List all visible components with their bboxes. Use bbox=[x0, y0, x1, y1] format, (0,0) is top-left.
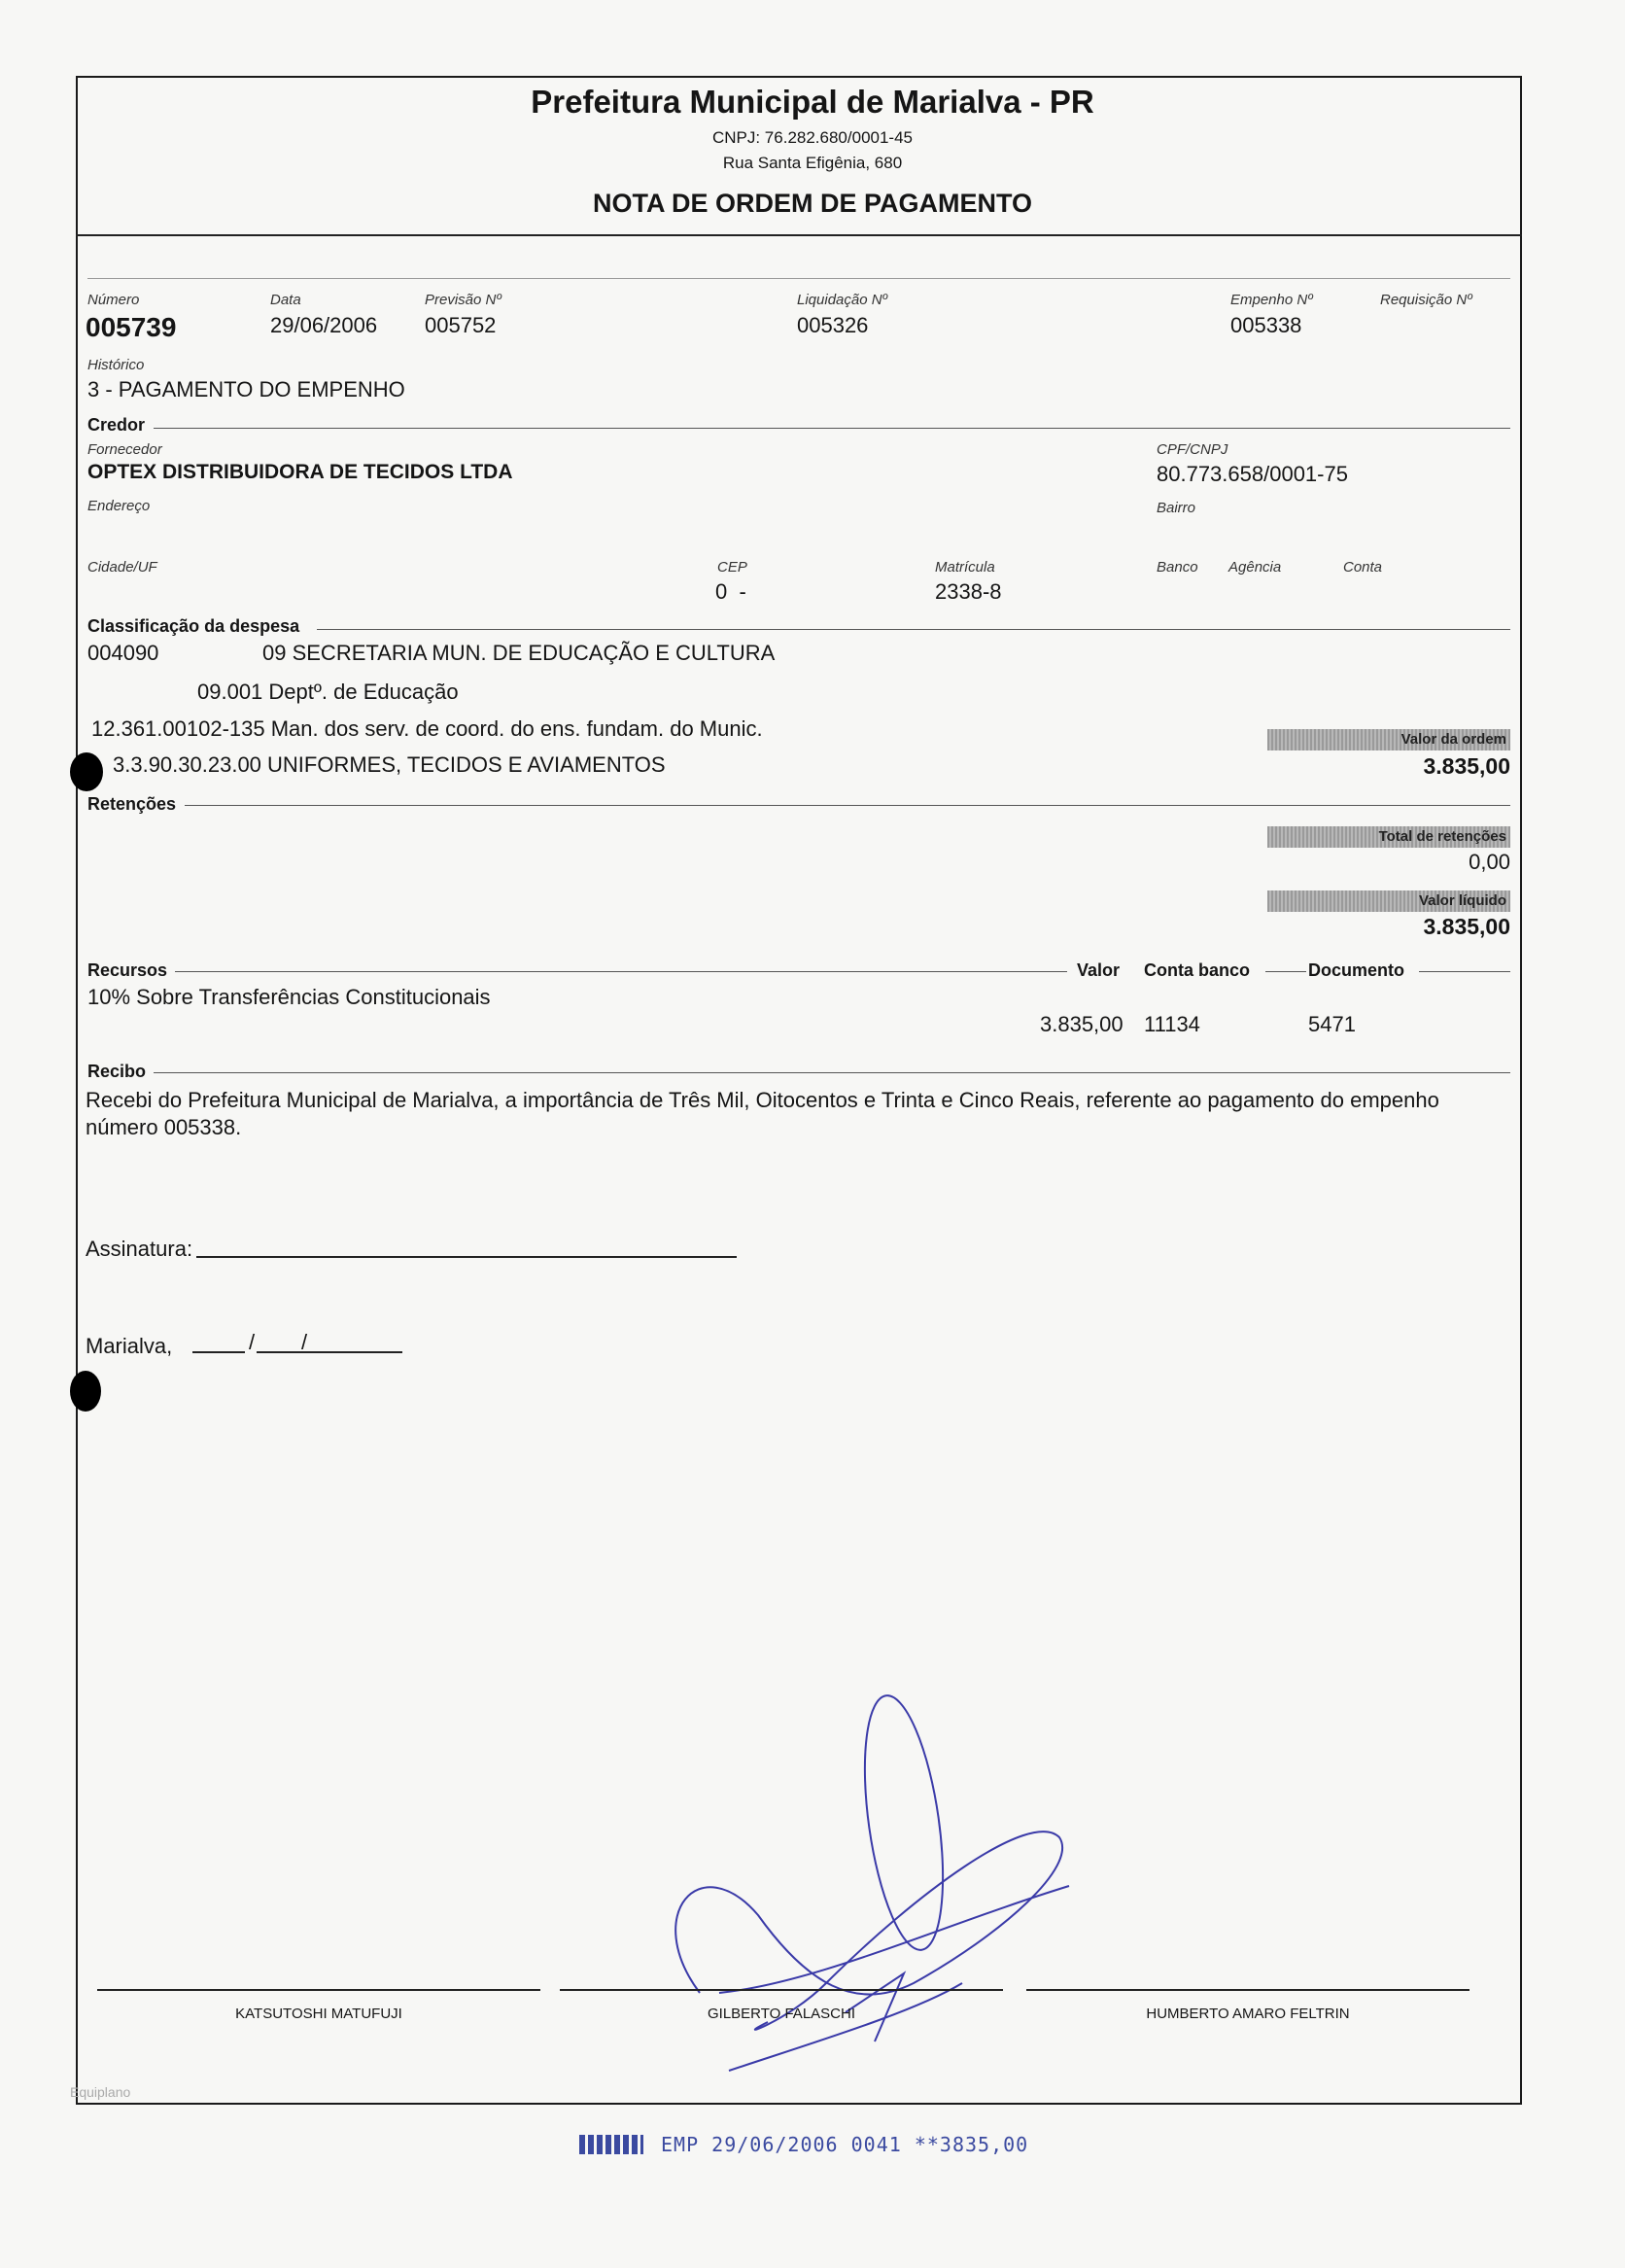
agencia-label: Agência bbox=[1228, 559, 1282, 576]
data-value: 29/06/2006 bbox=[270, 313, 378, 337]
recursos-valor: 3.835,00 bbox=[1040, 1012, 1124, 1036]
header-cnpj: CNPJ: 76.282.680/0001-45 bbox=[711, 128, 914, 147]
recibo-text: Recebi do Prefeitura Municipal de Marialva, a importância de Três Mil, Oitocentos e Trinta e Cinco Reais, referente ao pagamento do empenho número 005338. bbox=[86, 1088, 1439, 1139]
cidade-label: Cidade/UF bbox=[87, 559, 157, 576]
bairro-label: Bairro bbox=[1157, 500, 1196, 516]
recursos-heading: Recursos bbox=[87, 960, 168, 980]
valor-ordem-label: Valor da ordem bbox=[1267, 729, 1510, 750]
empenho-value: 005338 bbox=[1230, 313, 1302, 337]
recursos-descricao: 10% Sobre Transferências Constitucionais bbox=[87, 985, 491, 1009]
cpf-value: 80.773.658/0001-75 bbox=[1157, 462, 1348, 486]
total-retencoes-value: 0,00 bbox=[1469, 850, 1510, 874]
recursos-documento-label: Documento bbox=[1308, 960, 1404, 980]
liquidacao-value: 005326 bbox=[797, 313, 869, 337]
fornecedor-value: OPTEX DISTRIBUIDORA DE TECIDOS LTDA bbox=[87, 461, 513, 483]
retencoes-rule bbox=[185, 805, 1510, 806]
header-subdivider bbox=[87, 278, 1510, 279]
punch-hole-mark-2 bbox=[70, 1371, 101, 1412]
cep-value: 0 - bbox=[715, 579, 746, 604]
classificacao-line4: 3.3.90.30.23.00 UNIFORMES, TECIDOS E AVIAMENTOS bbox=[113, 752, 666, 777]
previsao-label: Previsão Nº bbox=[425, 292, 501, 308]
recursos-valor-label: Valor bbox=[1077, 960, 1121, 980]
total-retencoes-label: Total de retenções bbox=[1267, 826, 1510, 848]
matricula-label: Matrícula bbox=[935, 559, 995, 576]
local-label: Marialva, bbox=[86, 1334, 173, 1358]
classificacao-code: 004090 bbox=[87, 641, 159, 665]
recursos-documento: 5471 bbox=[1308, 1012, 1356, 1036]
punch-hole-mark bbox=[70, 752, 103, 791]
recursos-rule-2 bbox=[1265, 971, 1306, 972]
historico-value: 3 - PAGAMENTO DO EMPENHO bbox=[87, 377, 405, 401]
data-label: Data bbox=[270, 292, 301, 308]
signature-line-1 bbox=[97, 1989, 540, 1991]
conta-label: Conta bbox=[1343, 559, 1383, 576]
fornecedor-label: Fornecedor bbox=[87, 441, 162, 458]
valor-ordem-value: 3.835,00 bbox=[1423, 753, 1510, 779]
header-address: Rua Santa Efigênia, 680 bbox=[722, 154, 903, 172]
handwritten-signature bbox=[622, 1692, 1108, 2100]
assinatura-label: Assinatura: bbox=[86, 1237, 193, 1261]
classificacao-line2: 09.001 Deptº. de Educação bbox=[197, 680, 459, 704]
software-watermark: Equiplano bbox=[70, 2084, 131, 2100]
previsao-value: 005752 bbox=[425, 313, 497, 337]
matricula-value: 2338-8 bbox=[935, 579, 1002, 604]
credor-heading: Credor bbox=[87, 415, 146, 435]
endereco-label: Endereço bbox=[87, 498, 151, 514]
empenho-label: Empenho Nº bbox=[1230, 292, 1313, 308]
classificacao-rule bbox=[317, 629, 1510, 630]
recibo-heading: Recibo bbox=[87, 1062, 147, 1081]
cpf-label: CPF/CNPJ bbox=[1157, 441, 1228, 458]
bank-stamp-logo bbox=[579, 2135, 643, 2154]
recursos-rule bbox=[175, 971, 1067, 972]
numero-label: Número bbox=[87, 292, 140, 308]
signature-line-2 bbox=[560, 1989, 1003, 1991]
date-slash-1: / bbox=[249, 1330, 256, 1354]
numero-value: 005739 bbox=[86, 312, 177, 342]
date-slash-2: / bbox=[301, 1330, 308, 1354]
liquidacao-label: Liquidação Nº bbox=[797, 292, 888, 308]
signature-name-2: GILBERTO FALASCHI bbox=[708, 2006, 855, 2022]
header-title: Prefeitura Municipal de Marialva - PR bbox=[531, 84, 1094, 120]
classificacao-line3: 12.361.00102-135 Man. dos serv. de coord. do ens. fundam. do Munic. bbox=[91, 716, 763, 741]
document-title: NOTA DE ORDEM DE PAGAMENTO bbox=[592, 189, 1032, 218]
date-blank-day bbox=[192, 1351, 245, 1353]
recursos-conta: 11134 bbox=[1144, 1012, 1200, 1036]
bank-stamp: EMP 29/06/2006 0041 **3835,00 bbox=[661, 2133, 1029, 2156]
valor-liquido-value: 3.835,00 bbox=[1423, 914, 1510, 939]
date-blank-year bbox=[309, 1351, 402, 1353]
historico-label: Histórico bbox=[87, 357, 145, 373]
signature-line-3 bbox=[1026, 1989, 1469, 1991]
signature-name-3: HUMBERTO AMARO FELTRIN bbox=[1146, 2006, 1350, 2022]
header-divider bbox=[76, 234, 1522, 236]
cep-label: CEP bbox=[717, 559, 747, 576]
valor-liquido-label: Valor líquido bbox=[1267, 890, 1510, 912]
assinatura-line bbox=[196, 1256, 737, 1258]
recibo-rule bbox=[154, 1072, 1510, 1073]
classificacao-line1: 09 SECRETARIA MUN. DE EDUCAÇÃO E CULTURA bbox=[262, 641, 776, 665]
signature-name-1: KATSUTOSHI MATUFUJI bbox=[235, 2006, 402, 2022]
classificacao-heading: Classificação da despesa bbox=[87, 616, 300, 636]
retencoes-heading: Retenções bbox=[87, 794, 177, 814]
credor-rule bbox=[154, 428, 1510, 429]
recursos-rule-3 bbox=[1419, 971, 1510, 972]
recursos-conta-label: Conta banco bbox=[1144, 960, 1251, 980]
date-blanks bbox=[192, 1330, 404, 1354]
banco-label: Banco bbox=[1157, 559, 1198, 576]
requisicao-label: Requisição Nº bbox=[1380, 292, 1472, 308]
